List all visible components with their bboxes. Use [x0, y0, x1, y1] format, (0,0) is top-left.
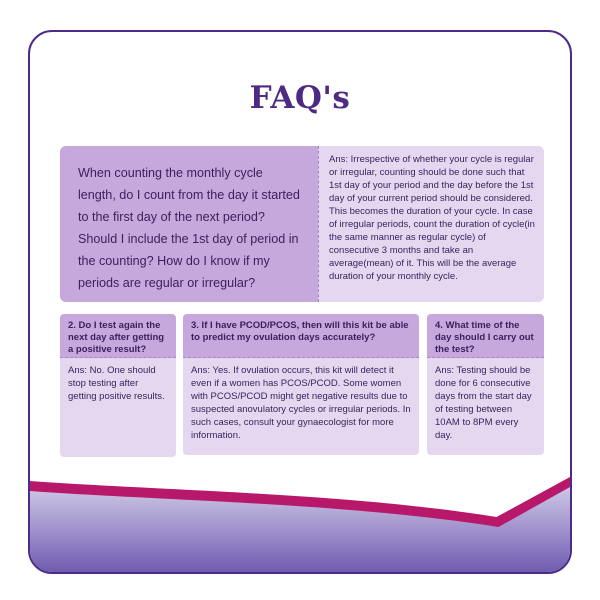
- faq-card: [28, 30, 572, 574]
- faq-4: [427, 314, 544, 455]
- page-title: FAQ's: [249, 80, 351, 116]
- faq-1-answer: Ans: Irrespective of whether your cycle is regular or irregular, counting should be done such that 1st day of your period and the day before the 1st day of your current period should be considered. This becomes the duration of your cycle. In case of irregular periods, count the duration of cycle(in the same manner as regular cycle) of consecutive 3 months and take an average(mean) of it. This will be the average duration of your monthly cycle.: [318, 146, 544, 302]
- faq-3-answer: Ans: Yes. If ovulation occurs, this kit will detect it even if a women has PCOS/PCOD. Some women with PCOS/PCOD might get negative results due to suspected anovulatory cycles or irregular periods. In such cases, consult your gynaecologist for more information.: [183, 358, 419, 455]
- faq-4-question: 4. What time of the day should I carry out the test?: [427, 314, 544, 358]
- faq-2: [60, 314, 176, 457]
- faq-1-question: When counting the monthly cycle length, do I count from the day it started to the first day of the next period? Should I include the 1st day of period in the counting? How do I know if my periods are regular or irregular?: [60, 146, 318, 302]
- decorative-wave-footer: [30, 477, 570, 572]
- faq-2-question: 2. Do I test again the next day after getting a positive result?: [60, 314, 176, 358]
- faq-4-answer: Ans: Testing should be done for 6 consecutive days from the start day of testing between 10AM to 8PM every day.: [427, 358, 544, 455]
- faq-3-question: 3. If I have PCOD/PCOS, then will this kit be able to predict my ovulation days accurately?: [183, 314, 419, 358]
- faq-2-answer: Ans: No. One should stop testing after getting positive results.: [60, 358, 176, 457]
- faq-3: [183, 314, 419, 455]
